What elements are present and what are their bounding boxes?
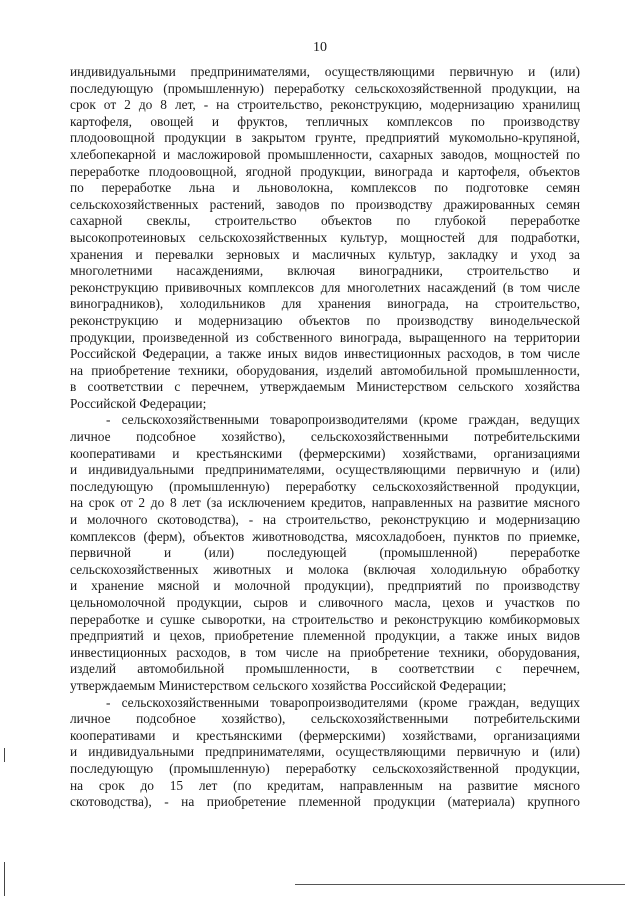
text-line: хлебопекарной и масложировой промышленности, сахарных заводов, мощностей по [70, 146, 580, 162]
text-line: и хранение мясной и молочной продукции), предприятий по производству [70, 578, 580, 594]
text-line: - сельскохозяйственными товаропроизводителями (кроме граждан, ведущих [106, 412, 580, 428]
text-line: сельскохозяйственных животных и молока (включая холодильную обработку [70, 561, 580, 577]
text-line: сельскохозяйственных растений, заводов по производству дражированных семян [70, 196, 580, 212]
text-line: и индивидуальными предпринимателями, осуществляющими первичную и (или) [70, 462, 580, 478]
text-line: личное подсобное хозяйство), сельскохозяйственными потребительскими [70, 429, 580, 445]
text-line: высокопротеиновых сельскохозяйственных культур, мощностей для подработки, [70, 229, 580, 245]
text-line: кооперативами и крестьянскими (фермерскими) хозяйствами, организациями [70, 445, 580, 461]
text-line: Российской Федерации, а также иных видов инвестиционных расходов, в том числе [70, 346, 580, 362]
text-line: утверждаемым Министерством сельского хозяйства Российской Федерации; [70, 677, 507, 693]
text-line: Российской Федерации; [70, 395, 207, 411]
text-line: плодоовощной продукции в закрытом грунте, предприятий мукомольно-крупяной, [70, 130, 580, 146]
text-line: хранения и перевалки зерновых и масличных культур, закладку и уход за [70, 246, 580, 262]
text-line: кооперативами и крестьянскими (фермерскими) хозяйствами, организациями [70, 727, 580, 743]
text-line: последующую (промышленную) переработку сельскохозяйственной продукции, [70, 760, 580, 776]
text-line: реконструкцию прививочных комплексов для многолетних насаждений (в том числе [70, 279, 580, 295]
text-line: на приобретение техники, оборудования, изделий автомобильной промышленности, [70, 362, 580, 378]
page-number: 10 [313, 40, 327, 55]
margin-mark [4, 748, 5, 762]
text-line: личное подсобное хозяйство), сельскохозяйственными потребительскими [70, 711, 580, 727]
text-line: многолетними насаждениями, включая виноградники, строительство и [70, 263, 580, 279]
text-line: по переработке льна и льноволокна, комплексов по подготовке семян [70, 180, 580, 196]
text-line: в соответствии с перечнем, утверждаемым Министерством сельского хозяйства [70, 379, 580, 395]
text-line: первичной и (или) последующей (промышленной) переработке [70, 545, 580, 561]
text-line: виноградников), холодильников для хранения винограда, на строительство, [70, 296, 580, 312]
document-body [70, 64, 580, 811]
text-line: последующую (промышленную) переработку сельскохозяйственной продукции, [70, 478, 580, 494]
text-line: предприятий и цехов, приобретение племенной продукции, а также иных видов [70, 628, 580, 644]
text-line: переработке и сушке сыворотки, на строительство и реконструкцию комбикормовых [70, 611, 580, 627]
text-line: срок от 2 до 8 лет, - на строительство, реконструкцию, модернизацию хранилищ [70, 97, 580, 113]
text-line: продукции, произведенной из собственного винограда, выращенного на территории [70, 329, 580, 345]
text-line: инвестиционных расходов, в том числе на приобретение техники, оборудования, [70, 644, 580, 660]
text-line: и индивидуальными предпринимателями, осуществляющими первичную и (или) [70, 744, 580, 760]
text-line: скотоводства), - на приобретение племенной продукции (материала) крупного [70, 794, 580, 810]
text-line: изделий автомобильной промышленности, в соответствии с перечнем, [70, 661, 580, 677]
text-line: на срок до 15 лет (по кредитам, направленным на развитие мясного [70, 777, 580, 793]
text-line: сахарной свеклы, строительство объектов по глубокой переработке [70, 213, 580, 229]
margin-mark [4, 862, 5, 896]
text-line: переработке плодоовощной, ягодной продукции, винограда и картофеля, объектов [70, 163, 580, 179]
text-line: картофеля, овощей и фруктов, тепличных комплексов по производству [70, 113, 580, 129]
text-line: цельномолочной продукции, сыров и сливочного масла, цехов и участков по [70, 595, 580, 610]
text-line: последующую (промышленную) переработку сельскохозяйственной продукции, на [70, 80, 580, 96]
text-line: индивидуальными предпринимателями, осуществляющими первичную и (или) [70, 64, 580, 79]
text-line: на срок от 2 до 8 лет (за исключением кредитов, направленных на развитие мясного [70, 495, 580, 511]
footer-rule [295, 884, 625, 885]
text-line: комплексов (ферм), объектов животноводства, мясохладобоен, пунктов по приемке, [70, 528, 580, 544]
text-line: - сельскохозяйственными товаропроизводителями (кроме граждан, ведущих [106, 694, 580, 710]
text-line: и молочного скотоводства), - на строительство, реконструкцию и модернизацию [70, 512, 580, 528]
text-line: реконструкцию и модернизацию объектов по производству винодельческой [70, 312, 580, 328]
